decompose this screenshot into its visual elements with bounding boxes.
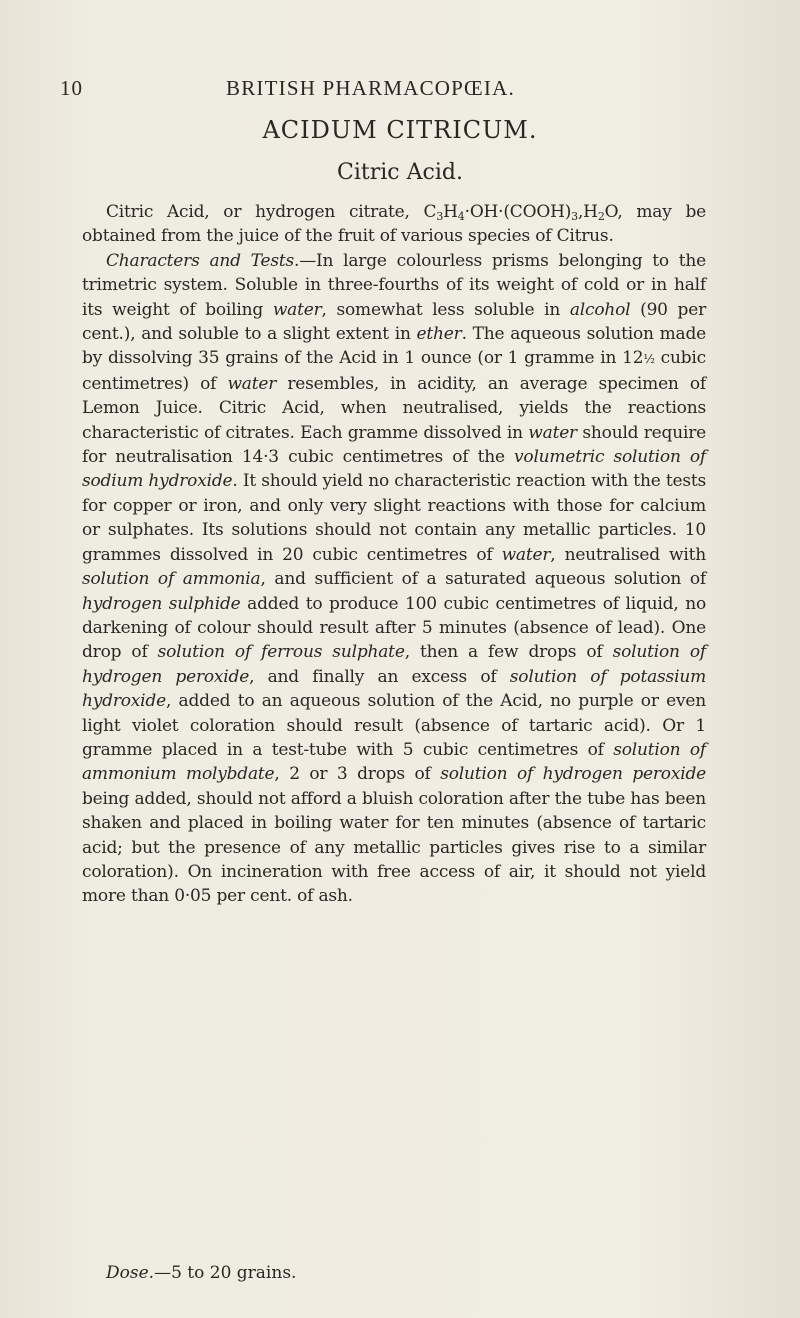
running-title: BRITISH PHARMACOPŒIA. bbox=[226, 76, 515, 100]
section-heading: Characters and Tests. bbox=[106, 250, 300, 271]
monograph-body bbox=[82, 200, 706, 909]
dose-line bbox=[106, 1263, 296, 1283]
page-number: 10 bbox=[60, 76, 83, 100]
intro-paragraph: Citric Acid, or hydrogen citrate, $C_3H_4\cdot OH\cdot(COOH)_3,H_2O$, may be obtained from the juice of the fruit of various species of Citrus. bbox=[82, 202, 706, 247]
monograph-title: ACIDUM CITRICUM. bbox=[262, 116, 538, 144]
characters-and-tests-paragraph: Characters and Tests.—In large colourless prisms belonging to the trimetric system. Soluble in three-fourths of its weight of cold or in half its weight of boiling water, somewhat less soluble in alcohol (90 per cent.), and soluble to a slight extent in ether. The aqueous solution made by dissolving 35 grains of the Acid in 1 ounce (or 1 gramme in 12½ cubic centimetres) of water resembles, in acidity, an average specimen of Lemon Juice. Citric Acid, when neutralised, yields the reactions characteristic of citrates. Each gramme dissolved in water should require for neutralisation 14·3 cubic centimetres of the volumetric solution of sodium hydroxide. It should yield no characteristic reaction with the tests for copper or iron, and only very slight reactions with those for calcium or sulphates. Its solutions should not contain any metallic particles. 10 grammes dissolved in 20 cubic centimetres of water, neutralised with solution of ammonia, and sufficient of a saturated aqueous solution of hydrogen sulphide added to produce 100 cubic centimetres of liquid, no darkening of colour should result after 5 minutes (absence of lead). One drop of solution of ferrous sulphate, then a few drops of solution of hydrogen peroxide, and finally an excess of solution of potassium hydroxide, added to an aqueous solution of the Acid, no purple or even light violet coloration should result (absence of tartaric acid). Or 1 gramme placed in a test-tube with 5 cubic centimetres of solution of ammonium molybdate, 2 or 3 drops of solution of hydrogen peroxide being added, should not afford a bluish coloration after the tube has been shaken and placed in boiling water for ten minutes (absence of tartaric acid; but the presence of any metallic particles gives rise to a similar coloration). On incineration with free access of air, it should not yield more than 0·05 per cent. of ash. bbox=[82, 250, 707, 907]
page-header bbox=[60, 76, 750, 106]
dose-label: Dose. bbox=[106, 1263, 155, 1283]
monograph-subtitle: Citric Acid. bbox=[337, 160, 463, 185]
dose-text: —5 to 20 grains. bbox=[154, 1263, 297, 1283]
